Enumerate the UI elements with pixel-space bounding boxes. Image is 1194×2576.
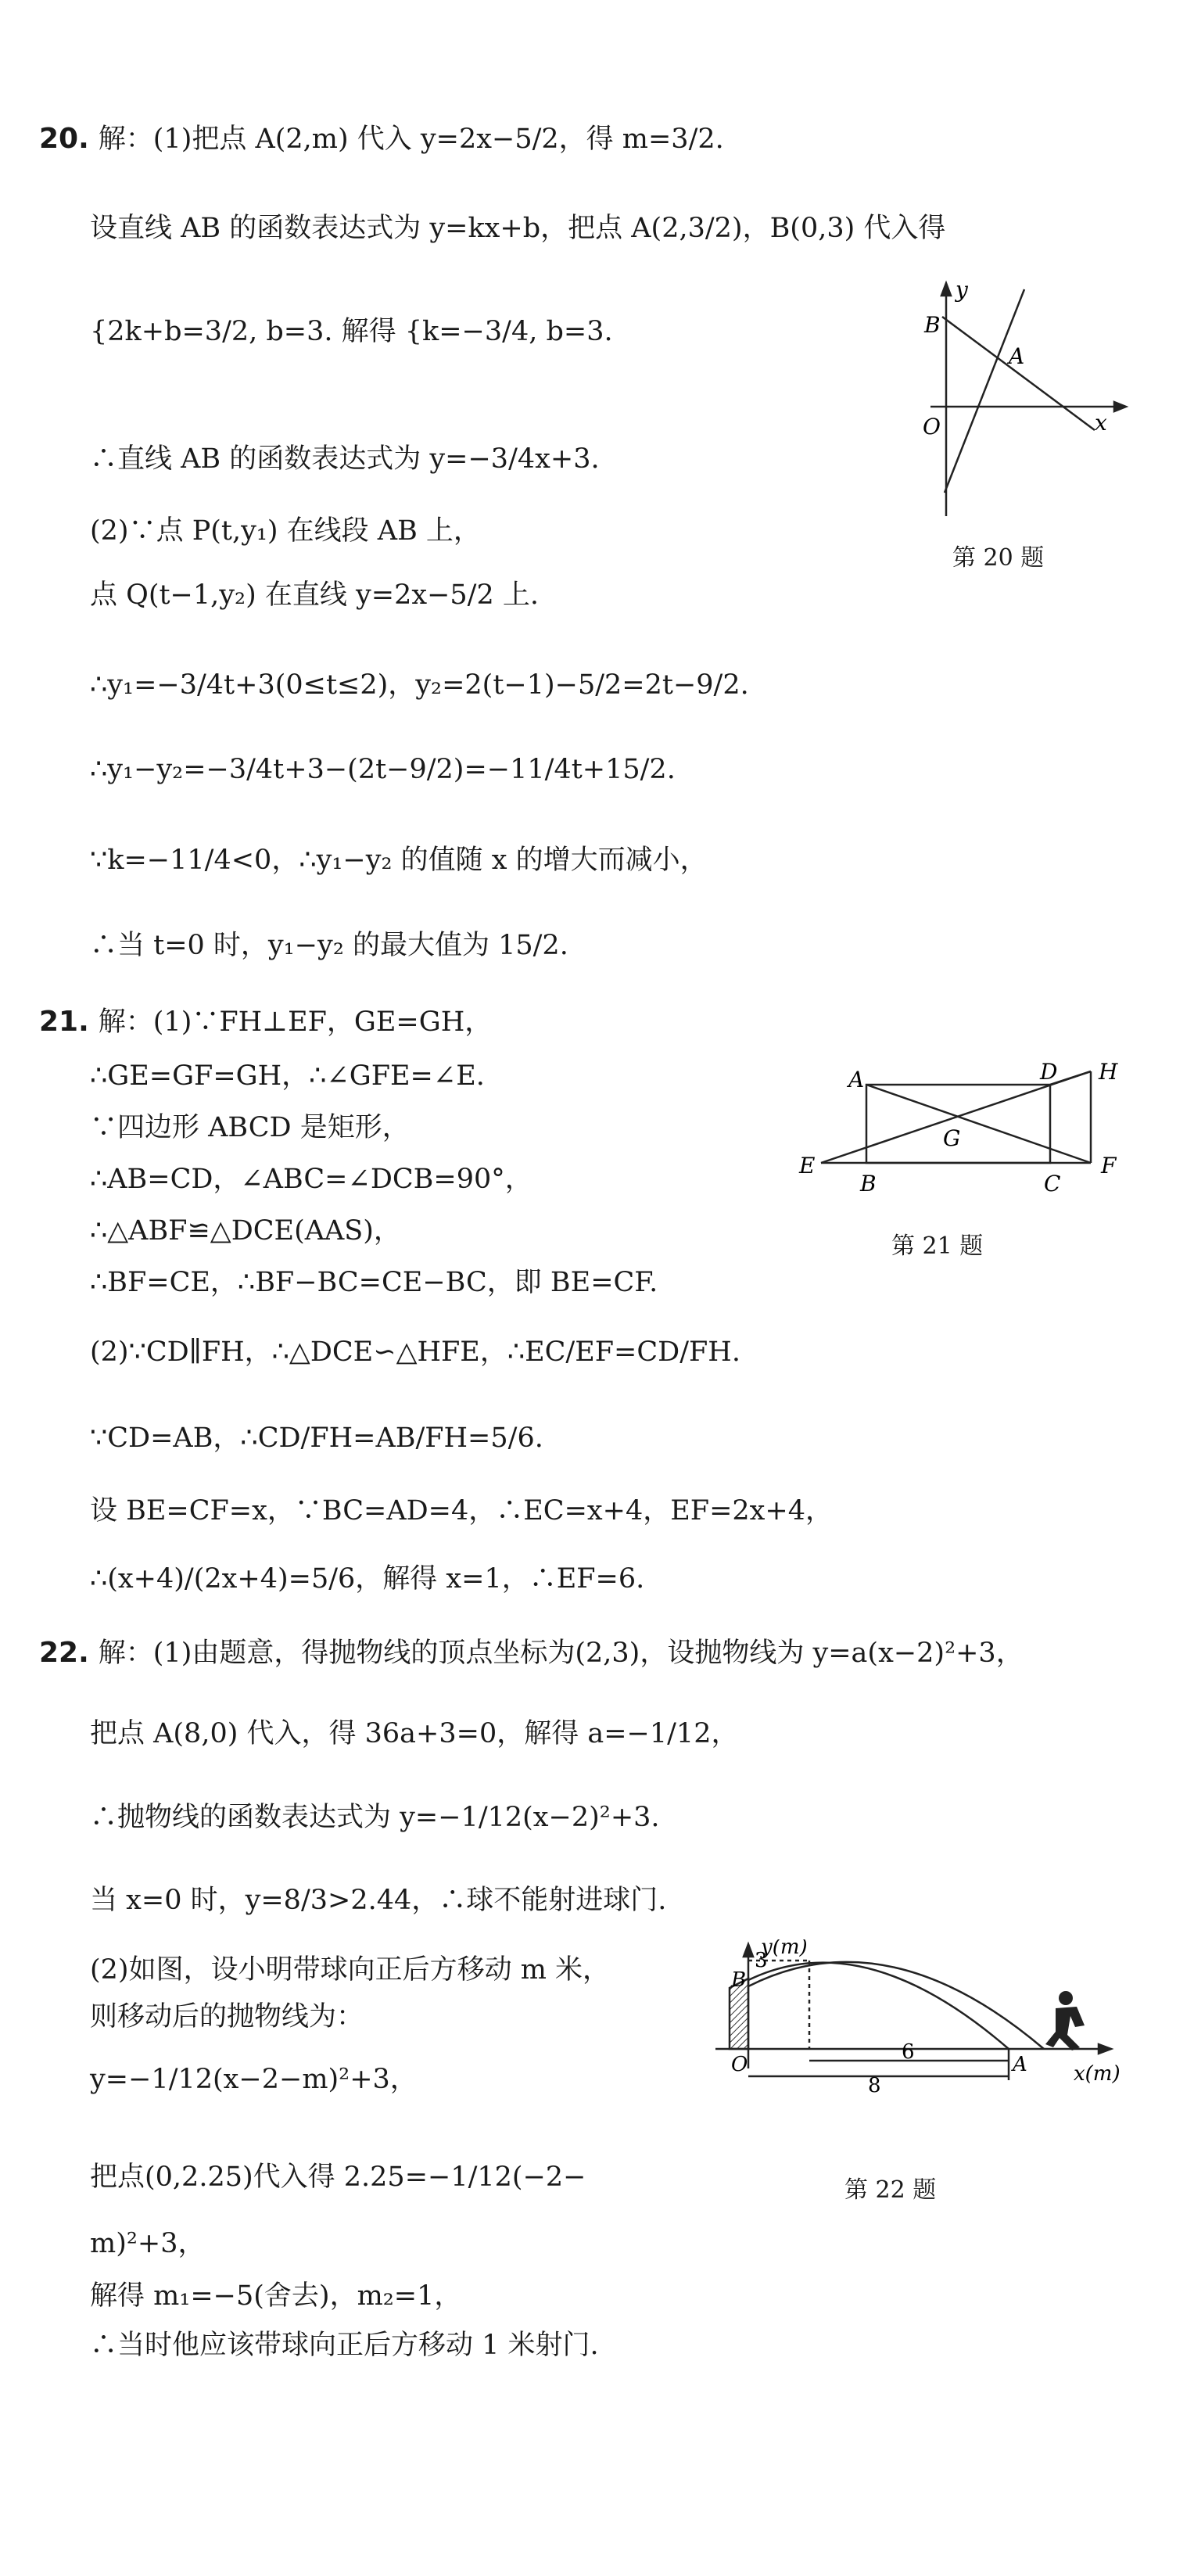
q22-line-8: 把点(0,2.25)代入得 2.25=−1/12(−2− — [90, 2162, 586, 2193]
trajectory-shifted — [748, 1962, 1044, 2049]
label-o: O — [923, 414, 941, 439]
label-f: F — [1101, 1153, 1117, 1179]
label-y-m: y(m) — [761, 1939, 808, 1959]
y-axis-arrow — [744, 1944, 753, 1957]
q22-line-11: ∴当时他应该带球向正后方移动 1 米射门. — [90, 2330, 599, 2361]
x-axis-arrow — [1099, 2044, 1111, 2054]
q21-line-7: (2)∵CD∥FH，∴△DCE∽△HFE，∴EC/EF=CD/FH. — [90, 1336, 740, 1368]
q22-number: 22. — [39, 1637, 89, 1669]
q20-caption: 第 20 题 — [952, 544, 1045, 572]
q21-line-4: ∴AB=CD，∠ABC=∠DCB=90°， — [90, 1164, 532, 1195]
line-y-2x — [945, 289, 1024, 493]
label-e: E — [799, 1153, 816, 1179]
q22-line-3: ∴抛物线的函数表达式为 y=−1/12(x−2)²+3. — [90, 1802, 660, 1833]
label-a: A — [1009, 343, 1025, 369]
q22-line-7: y=−1/12(x−2−m)²+3， — [90, 2064, 418, 2095]
q20-line-1: 20. 解：(1)把点 A(2,m) 代入 y=2x−5/2，得 m=3/2. — [39, 120, 724, 158]
q22-line-10: 解得 m₁=−5(舍去)，m₂=1， — [90, 2280, 462, 2312]
label-6: 6 — [902, 2040, 915, 2064]
q22-line-1: 22. 解：(1)由题意，得抛物线的顶点坐标为(2,3)，设抛物线为 y=a(x−2)²+3， — [39, 1634, 1024, 1672]
q20-line-6: 点 Q(t−1,y₂) 在直线 y=2x−5/2 上. — [90, 579, 539, 611]
q22-line-6: 则移动后的抛物线为： — [90, 2001, 364, 2032]
y-axis-arrow — [941, 283, 951, 296]
line-ab — [942, 317, 1095, 430]
label-a: A — [1013, 2053, 1027, 2076]
q20-line-10: ∴当 t=0 时，y₁−y₂ 的最大值为 15/2. — [90, 930, 568, 961]
q21-figure — [798, 1052, 1126, 1193]
q22-figure — [700, 1939, 1138, 2096]
label-b: B — [924, 312, 941, 338]
segment-af — [866, 1085, 1091, 1163]
q20-coordinate-diagram — [899, 274, 1134, 516]
q22-line-9: m)²+3， — [90, 2228, 206, 2259]
q21-line-6: ∴BF=CE，∴BF−BC=CE−BC，即 BE=CF. — [90, 1267, 658, 1298]
q20-line-3: {2k+b=3/2, b=3. 解得 {k=−3/4, b=3. — [90, 316, 613, 347]
q21-line-10: ∴(x+4)/(2x+4)=5/6，解得 x=1，∴EF=6. — [90, 1563, 645, 1595]
x-axis-arrow — [1114, 402, 1126, 411]
q22-trajectory-diagram — [700, 1939, 1138, 2096]
label-b: B — [731, 1968, 747, 1992]
label-8: 8 — [868, 2074, 881, 2096]
q20-line-8: ∴y₁−y₂=−3/4t+3−(2t−9/2)=−11/4t+15/2. — [90, 754, 676, 785]
rectangle-abcd — [866, 1085, 1050, 1163]
q21-line-9: 设 BE=CF=x，∵BC=AD=4，∴EC=x+4，EF=2x+4， — [90, 1495, 834, 1527]
label-o: O — [731, 2053, 748, 2076]
q22-line-5: (2)如图，设小明带球向正后方移动 m 米， — [90, 1954, 611, 1986]
q21-caption: 第 21 题 — [891, 1232, 984, 1260]
label-x: x — [1095, 410, 1107, 436]
q20-figure — [899, 274, 1134, 516]
label-x-m: x(m) — [1074, 2062, 1120, 2086]
q21-line-2: ∴GE=GF=GH，∴∠GFE=∠E. — [90, 1060, 485, 1092]
q20-number: 20. — [39, 123, 89, 155]
q20-line-7: ∴y₁=−3/4t+3(0≤t≤2)，y₂=2(t−1)−5/2=2t−9/2. — [90, 669, 749, 701]
q21-line-5: ∴△ABF≌△DCE(AAS)， — [90, 1215, 401, 1247]
q21-geometry-diagram — [798, 1052, 1126, 1193]
label-a: A — [848, 1067, 865, 1092]
label-b: B — [860, 1171, 877, 1193]
label-3: 3 — [755, 1949, 768, 1972]
label-d: D — [1040, 1059, 1058, 1085]
label-c: C — [1044, 1171, 1061, 1193]
q20-line-4: ∴直线 AB 的函数表达式为 y=−3/4x+3. — [90, 443, 600, 475]
player-silhouette-icon — [1045, 1991, 1085, 2050]
q20-line-2: 设直线 AB 的函数表达式为 y=kx+b，把点 A(2,3/2)，B(0,3) 代入得 — [90, 213, 946, 244]
q21-line-8: ∵CD=AB，∴CD/FH=AB/FH=5/6. — [90, 1423, 543, 1454]
q20-line-5: (2)∵点 P(t,y₁) 在线段 AB 上， — [90, 515, 481, 547]
q21-number: 21. — [39, 1006, 89, 1038]
q20-line-9: ∵k=−11/4<0，∴y₁−y₂ 的值随 x 的增大而减小， — [90, 845, 708, 876]
trajectory-original — [748, 1963, 1009, 2049]
q22-line-2: 把点 A(8,0) 代入，得 36a+3=0，解得 a=−1/12， — [90, 1718, 739, 1749]
label-h: H — [1099, 1059, 1118, 1085]
label-y: y — [956, 277, 968, 303]
q22-line-4: 当 x=0 时，y=8/3>2.44，∴球不能射进球门. — [90, 1885, 667, 1916]
q21-line-1: 21. 解：(1)∵FH⊥EF，GE=GH， — [39, 1003, 492, 1041]
q21-line-3: ∵四边形 ABCD 是矩形， — [90, 1112, 410, 1143]
label-g: G — [943, 1125, 961, 1151]
q22-caption: 第 22 题 — [844, 2176, 937, 2204]
